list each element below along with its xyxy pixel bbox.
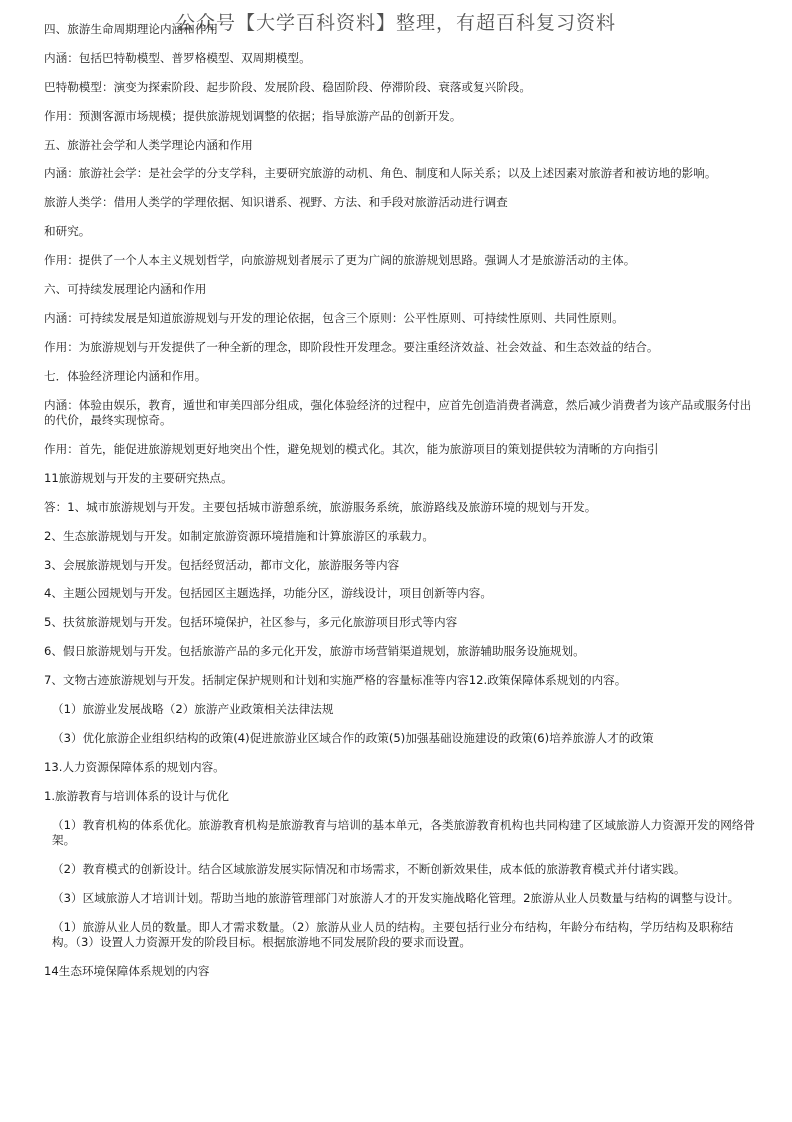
section-heading-sociology: 五、旅游社会学和人类学理论内涵和作用 bbox=[44, 137, 253, 152]
list-item: 3、会展旅游规划与开发。包括经贸活动，都市文化，旅游服务等内容 bbox=[44, 557, 400, 572]
list-item: 2、生态旅游规划与开发。如制定旅游资源环境措施和计算旅游区的承载力。 bbox=[44, 528, 434, 543]
section-heading-sustainability: 六、可持续发展理论内涵和作用 bbox=[44, 282, 207, 297]
section-heading-human-resources: 13.人力资源保障体系的规划内容。 bbox=[44, 759, 225, 774]
watermark-text: 公众号【大学百科资料】整理，有超百科复习资料 bbox=[175, 12, 616, 34]
list-item: （3）区域旅游人才培训计划。帮助当地的旅游管理部门对旅游人才的开发实施战略化管理。2旅游从业人员数量与结构的调整与设计。 bbox=[52, 890, 740, 905]
list-item: （3）优化旅游企业组织结构的政策(4)促进旅游业区域合作的政策(5)加强基础设施建设的政策(6)培养旅游人才的政策 bbox=[52, 730, 654, 745]
paragraph: 作用：提供了一个人本主义规划哲学，向旅游规划者展示了更为广阔的旅游规划思路。强调人才是旅游活动的主体。 bbox=[44, 253, 636, 268]
list-item: 4、主题公园规划与开发。包括园区主题选择，功能分区，游线设计，项目创新等内容。 bbox=[44, 586, 492, 601]
list-item: 答：1、城市旅游规划与开发。主要包括城市游憩系统，旅游服务系统，旅游路线及旅游环境的规划与开发。 bbox=[44, 499, 597, 514]
section-heading-experience: 七．体验经济理论内涵和作用。 bbox=[44, 368, 207, 383]
paragraph: 旅游人类学：借用人类学的学理依据、知识谱系、视野、方法、和手段对旅游活动进行调查 bbox=[44, 195, 508, 210]
paragraph: 作用：预测客源市场规模；提供旅游规划调整的依据；指导旅游产品的创新开发。 bbox=[44, 108, 462, 123]
document-body bbox=[44, 22, 756, 993]
paragraph: 内涵：包括巴特勒模型、普罗格模型、双周期模型。 bbox=[44, 50, 311, 65]
section-heading-research-hotspots: 11旅游规划与开发的主要研究热点。 bbox=[44, 470, 233, 485]
list-item: （2）教育模式的创新设计。结合区域旅游发展实际情况和市场需求，不断创新效果佳，成本低的旅游教育模式并付诸实践。 bbox=[52, 861, 686, 876]
list-item: 7、文物古迹旅游规划与开发。括制定保护规则和计划和实施严格的容量标准等内容12.政策保障体系规划的内容。 bbox=[44, 673, 627, 688]
list-item: 5、扶贫旅游规划与开发。包括环境保护，社区参与，多元化旅游项目形式等内容 bbox=[44, 615, 458, 630]
list-item: （1）教育机构的体系优化。旅游教育机构是旅游教育与培训的基本单元，各类旅游教育机构也共同构建了区域旅游人力资源开发的网络骨架。 bbox=[52, 817, 756, 848]
paragraph: 内涵：体验由娱乐，教育，遁世和审美四部分组成，强化体验经济的过程中，应首先创造消费者满意，然后减少消费者为该产品或服务付出的代价，最终实现惊奇。 bbox=[44, 397, 752, 428]
list-item: （1）旅游业发展战略（2）旅游产业政策相关法律法规 bbox=[52, 701, 334, 716]
paragraph: 内涵：旅游社会学：是社会学的分支学科，主要研究旅游的动机、角色、制度和人际关系；以及上述因素对旅游者和被访地的影响。 bbox=[44, 166, 717, 181]
section-heading-ecological: 14生态环境保障体系规划的内容 bbox=[44, 964, 210, 979]
subheading: 1.旅游教育与培训体系的设计与优化 bbox=[44, 788, 229, 803]
list-item: （1）旅游从业人员的数量。即人才需求数量。（2）旅游从业人员的结构。主要包括行业分布结构，年龄分布结构，学历结构及职称结构。（3）设置人力资源开发的阶段目标。根据旅游地不同发展阶段的要求而设置。 bbox=[52, 919, 734, 950]
paragraph: 和研究。 bbox=[44, 224, 91, 239]
paragraph: 作用：为旅游规划与开发提供了一种全新的理念，即阶段性开发理念。要注重经济效益、社会效益、和生态效益的结合。 bbox=[44, 339, 659, 354]
paragraph: 内涵：可持续发展是知道旅游规划与开发的理论依据，包含三个原则：公平性原则、可持续性原则、共同性原则。 bbox=[44, 310, 624, 325]
section-heading-lifecycle: 四、旅游生命周期理论内涵和作用 bbox=[44, 22, 218, 36]
paragraph: 巴特勒模型：演变为探索阶段、起步阶段、发展阶段、稳固阶段、停滞阶段、衰落或复兴阶段。 bbox=[44, 79, 531, 94]
paragraph: 作用：首先，能促进旅游规划更好地突出个性，避免规划的模式化。其次，能为旅游项目的策划提供较为清晰的方向指引 bbox=[44, 441, 659, 456]
list-item: 6、假日旅游规划与开发。包括旅游产品的多元化开发，旅游市场营销渠道规划，旅游辅助服务设施规划。 bbox=[44, 644, 585, 659]
